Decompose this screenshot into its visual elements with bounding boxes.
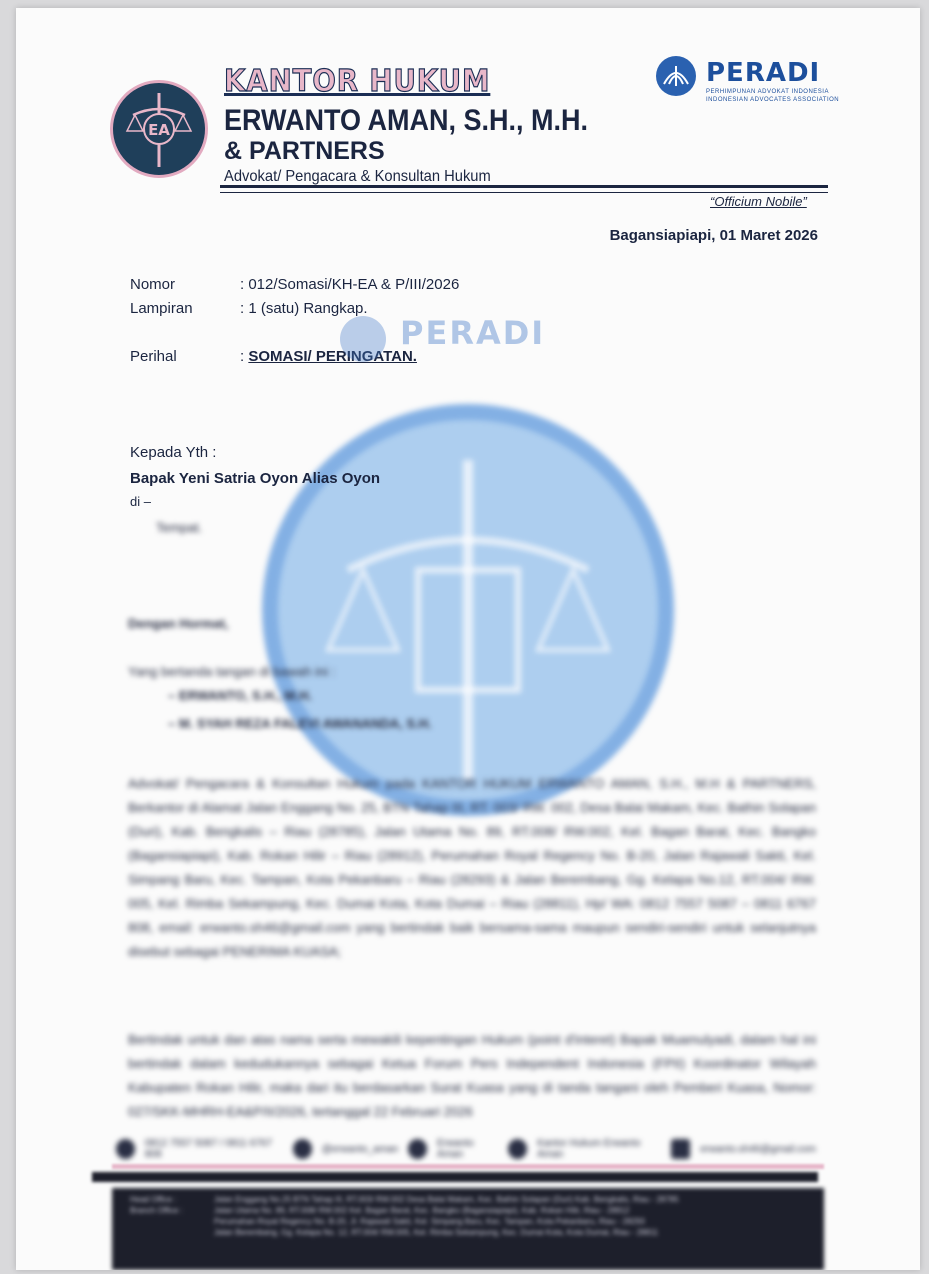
svg-text:EA: EA <box>148 121 170 139</box>
facebook-icon <box>508 1139 527 1159</box>
signed-intro: Yang bertanda tangan di bawah ini : <box>128 664 336 679</box>
recipient-di: di – <box>130 494 151 509</box>
twitter-icon <box>408 1139 427 1159</box>
recipient-name: Bapak Yeni Satria Oyon Alias Oyon <box>130 470 381 487</box>
peradi-logo-icon <box>656 56 696 96</box>
peradi-subtitle: PERHIMPUNAN ADVOKAT INDONESIA INDONESIAN ADVOCATES ASSOCIATION <box>706 89 840 103</box>
greeting: Dengan Hormat, <box>128 616 229 631</box>
firm-description: Advokat/ Pengacara & Konsultan Hukum <box>224 168 491 185</box>
firm-partners: & PARTNERS <box>224 137 385 165</box>
signatory-1: – ERWANTO, S.H., M.H. <box>168 688 312 703</box>
email-icon <box>671 1139 690 1159</box>
motto: “Officium Nobile” <box>710 194 807 209</box>
letter-page: EA KANTOR HUKUM ERWANTO AMAN, S.H., M.H. & PARTNERS Advokat/ Pengacara & Konsultan Hukum PERADI PERHIMPUNAN ADVOKAT INDONESIA INDONESIAN ADVOCATES ASSOCIATION “Officium Nobile” Bagansiapiapi, 01 Maret 2026 Nomor : 012/Somasi/KH-EA & P/III/2026 Lampiran : 1 (satu) Rangkap. Perihal : SOMASI/ PERINGATAN. PERADI Kepada Yth : Bapak Yeni Satria Oyon Alias Oyon di – Tempat. Dengan Hormat, Yang bertanda tangan di bawah ini : – ERWANTO, S.H., M.H. – M. SYAH REZA FALEVI AWANANDA, S.H. Advokat/ Pengacara & Konsultan Hukum pada KANTOR HUKUM ERWANTO AMAN, S.H., M.H & PARTNERS, Berkantor di Alamat Jalan Enggang No. 25, BTN Tahap III, RT. 003/ RW. 002, Desa Balai Makam, Kec. Bathin Solapan (Duri), Kab. Bengkalis – Riau (28785), Jalan Utama No. 89, RT.008/ RW.002, Kel. Bagan Barat, Kec. Bangko (Bagansiapiapi), Kab. Rokan Hilir – Riau (28912), Perumahan Royal Regency No. B-20, Jalan Rajawali Sakti, Kel. Simpang Baru, Kec. Tampan, Kota Pekanbaru – Riau (28293) & Jalan Berembang, Gg. Kelapa No.12, RT.004/ RW. 005, Kel. Rimba Sekampung, Kec. Dumai Kota, Kota Dumai – Riau (28811), Hp/ WA: 0812 7557 5087 – 0811 6767 808, email: erwanto.sh46@gmail.com yang bertindak baik bersama-sama maupun sendiri-sendiri untuk selanjutnya disebut sebagai PENERIMA KUASA; Bertindak untuk dan atas nama serta mewakili kepentingan Hukum (point d'interet) Bapak Muamulyadi, dalam hal ini bertindak dalam kedudukannya sebagai Ketua Forum Pers Independent Indonesia (FPII) Koordinator Wilayah Kabupaten Rokan Hilir, maka dari itu berdasarkan Surat Kuasa yang di tanda tangani oleh Pemberi Kuasa, Nomor: 027/SKK-MHRH-EA&P/II/2026, tertanggal 22 Februari 2026 0812 7557 5087 / 0811 6767 808 @erwanto_aman Erwanto Aman Kantor Hukum Erwanto Aman erwanto.sh46@gmail.com Head Office : Branch Office : Jalan Enggang No.25 BTN Tahap III, RT.003/ RW.002 Desa Balai Makam, Kec. Bathin Solapan (Duri) Kab. Bengkalis, Riau - 28785 Jalan Utama No. 89, RT.008/ RW.002 Kel. Bagan Barat, Kec. Bangko (Bagansiapiapi), Kab. Rokan Hilir, Riau - 28912 Perumahan Royal Regency No. B-20, Jl. Rajawali Sakti, Kel. Simpang Baru, Kec. Tampan, Kota Pekanbaru, Riau - 28293 Jalan Berembang, Gg. Kelapa No. 12, RT.004/ RW.005, Kel. Rimba Sekampung, Kec. Dumai Kota, Kota Dumai, Riau - 28811 <box>16 8 920 1270</box>
subject-text: SOMASI/ PERINGATAN. <box>248 348 417 365</box>
footer-address-box: Head Office : Branch Office : Jalan Enggang No.25 BTN Tahap III, RT.003/ RW.002 Desa Balai Makam, Kec. Bathin Solapan (Duri) Kab. Bengkalis, Riau - 28785 Jalan Utama No. 89, RT.008/ RW.002 Kel. Bagan Barat, Kec. Bangko (Bagansiapiapi), Kab. Rokan Hilir, Riau - 28912 Perumahan Royal Regency No. B-20, Jl. Rajawali Sakti, Kel. Simpang Baru, Kec. Tampan, Kota Pekanbaru, Riau - 28293 Jalan Berembang, Gg. Kelapa No. 12, RT.004/ RW.005, Kel. Rimba Sekampung, Kec. Dumai Kota, Kota Dumai, Riau - 28811 <box>112 1188 824 1270</box>
instagram-icon <box>293 1139 312 1159</box>
footer-dark-band <box>92 1172 818 1182</box>
footer-pink-line <box>112 1164 824 1169</box>
peradi-watermark-text: PERADI <box>400 314 546 352</box>
signatory-2: – M. SYAH REZA FALEVI AWANANDA, S.H. <box>168 716 432 731</box>
peradi-watermark-icon <box>340 316 386 362</box>
recipient-place: Tempat. <box>156 520 203 535</box>
paragraph-1: Advokat/ Pengacara & Konsultan Hukum pada KANTOR HUKUM ERWANTO AMAN, S.H., M.H & PARTNERS, Berkantor di Alamat Jalan Enggang No. 25, BTN Tahap III, RT. 003/ RW. 002, Desa Balai Makam, Kec. Bathin Solapan (Duri), Kab. Bengkalis – Riau (28785), Jalan Utama No. 89, RT.008/ RW.002, Kel. Bagan Barat, Kec. Bangko (Bagansiapiapi), Kab. Rokan Hilir – Riau (28912), Perumahan Royal Regency No. B-20, Jalan Rajawali Sakti, Kel. Simpang Baru, Kec. Tampan, Kota Pekanbaru – Riau (28293) & Jalan Berembang, Gg. Kelapa No.12, RT.004/ RW. 005, Kel. Rimba Sekampung, Kec. Dumai Kota, Kota Dumai – Riau (28811), Hp/ WA: 0812 7557 5087 – 0811 6767 808, email: erwanto.sh46@gmail.com yang bertindak baik bersama-sama maupun sendiri-sendiri untuk selanjutnya disebut sebagai PENERIMA KUASA; <box>128 776 816 959</box>
header-divider-thin <box>220 192 828 193</box>
firm-name: ERWANTO AMAN, S.H., M.H. <box>224 104 589 137</box>
place-and-date: Bagansiapiapi, 01 Maret 2026 <box>609 227 818 244</box>
whatsapp-icon <box>116 1139 135 1159</box>
office-label: KANTOR HUKUM <box>224 64 491 99</box>
peradi-wordmark: PERADI <box>706 58 821 88</box>
scales-of-justice-icon <box>113 83 205 175</box>
header-divider-thick <box>220 185 828 188</box>
law-firm-seal-logo <box>110 80 208 178</box>
footer-contacts: 0812 7557 5087 / 0811 6767 808 @erwanto_aman Erwanto Aman Kantor Hukum Erwanto Aman erwanto.sh46@gmail.com <box>116 1136 816 1162</box>
paragraph-2: Bertindak untuk dan atas nama serta mewakili kepentingan Hukum (point d'interet) Bapak Muamulyadi, dalam hal ini bertindak dalam kedudukannya sebagai Ketua Forum Pers Independent Indonesia (FPII) Koordinator Wilayah Kabupaten Rokan Hilir, maka dari itu berdasarkan Surat Kuasa yang di tanda tangani oleh Pemberi Kuasa, Nomor: 027/SKK-MHRH-EA&P/II/2026, tertanggal 22 Februari 2026 <box>128 1032 816 1119</box>
seal-watermark <box>262 404 674 816</box>
recipient-salutation: Kepada Yth : <box>130 444 217 461</box>
